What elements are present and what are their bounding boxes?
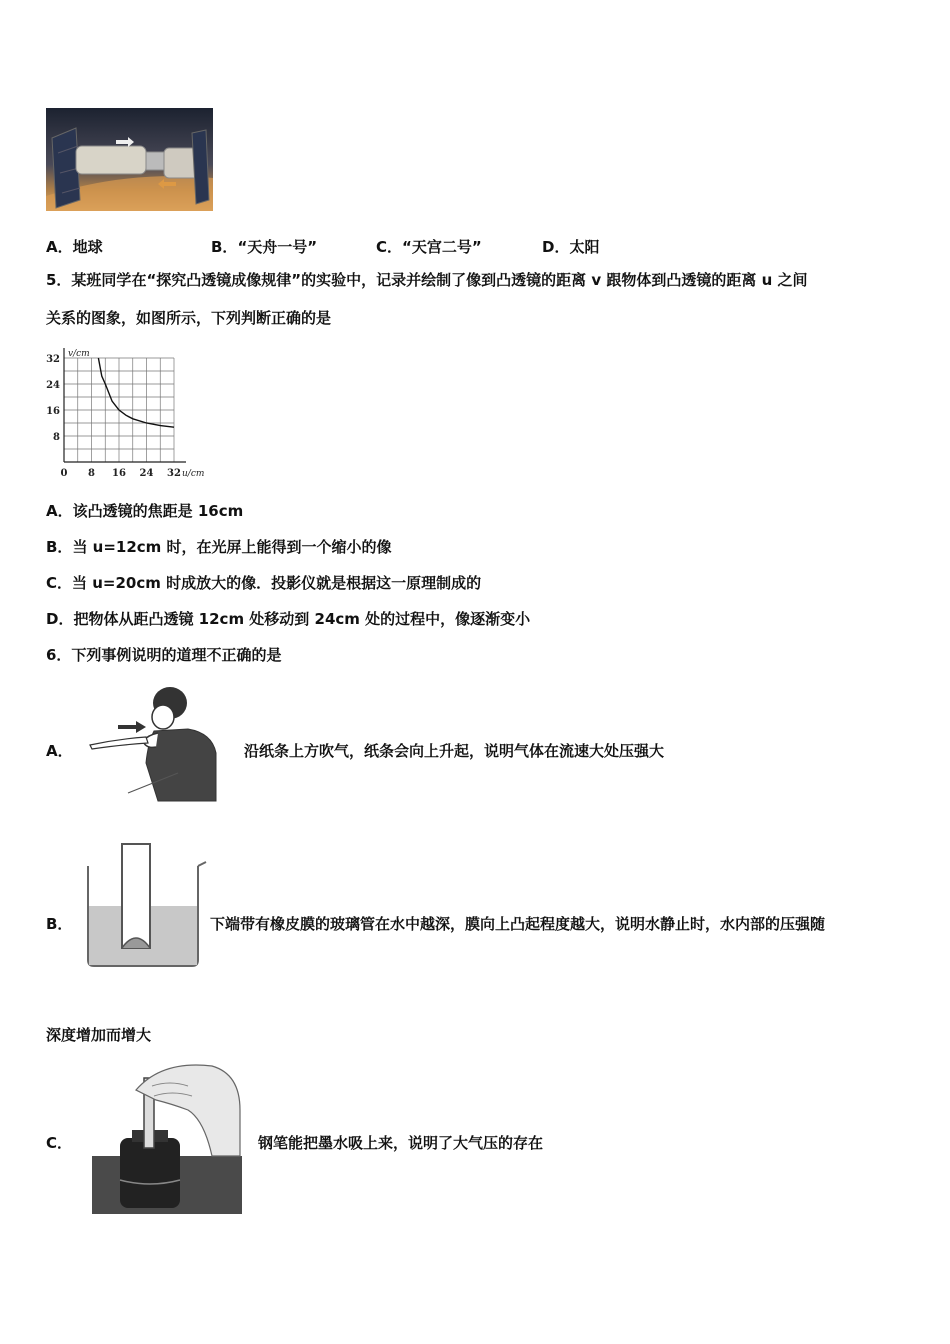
x-tick-label: 0 bbox=[60, 468, 68, 479]
option-letter: A． bbox=[46, 238, 73, 256]
option-text: 当 u=12cm 时，在光屏上能得到一个缩小的像 bbox=[72, 538, 392, 556]
series-line bbox=[98, 358, 174, 427]
q4-option-c bbox=[376, 236, 482, 257]
q4-option-b bbox=[211, 236, 317, 257]
x-tick-label: 8 bbox=[88, 468, 95, 479]
option-letter: B． bbox=[46, 538, 73, 556]
q6-option-b-letter: B． bbox=[46, 915, 73, 933]
q4-option-a bbox=[46, 236, 103, 257]
v-u-graph bbox=[40, 338, 220, 483]
x-tick-label: 32 bbox=[167, 468, 181, 479]
y-axis-label: v/cm bbox=[68, 349, 90, 359]
y-tick-label: 16 bbox=[46, 406, 60, 417]
beaker-tube-image bbox=[84, 840, 208, 970]
x-tick-label: 24 bbox=[139, 468, 154, 479]
fountain-pen-ink-image bbox=[92, 1060, 242, 1214]
option-text: 把物体从距凸透镜 12cm 处移动到 24cm 处的过程中，像逐渐变小 bbox=[73, 610, 531, 628]
option-text: “天宫二号” bbox=[402, 238, 482, 256]
q5-stem-line1: 5．某班同学在“探究凸透镜成像规律”的实验中，记录并绘制了像到凸透镜的距离 v 跟物体到凸透镜的距离 u 之间 bbox=[46, 271, 808, 289]
option-text: “天舟一号” bbox=[237, 238, 318, 256]
blowing-paper-image bbox=[88, 683, 220, 803]
q4-option-d bbox=[542, 236, 599, 257]
y-tick-label: 24 bbox=[46, 380, 60, 391]
q5-option-a bbox=[46, 500, 243, 521]
option-text: 当 u=20cm 时成放大的像．投影仪就是根据这一原理制成的 bbox=[72, 574, 482, 592]
option-text: 地球 bbox=[72, 238, 103, 256]
q6-option-b-text-cont: 深度增加而增大 bbox=[46, 1026, 152, 1044]
space-station-image bbox=[46, 108, 213, 211]
option-letter: C． bbox=[376, 238, 403, 256]
y-tick-label: 32 bbox=[46, 354, 60, 365]
q5-option-d bbox=[46, 608, 530, 629]
x-tick-label: 16 bbox=[112, 468, 126, 479]
q6-stem: 6．下列事例说明的道理不正确的是 bbox=[46, 646, 282, 664]
q5-option-c bbox=[46, 572, 481, 593]
option-letter: D． bbox=[542, 238, 570, 256]
option-letter: C． bbox=[46, 574, 73, 592]
q5-option-b bbox=[46, 536, 392, 557]
q6-option-c-letter: C． bbox=[46, 1134, 73, 1152]
q6-option-b-text: 下端带有橡皮膜的玻璃管在水中越深，膜向上凸起程度越大，说明水静止时，水内部的压强随 bbox=[210, 915, 826, 933]
x-axis-label: u/cm bbox=[182, 469, 205, 479]
q5-stem-line2: 关系的图象，如图所示，下列判断正确的是 bbox=[46, 309, 332, 327]
q6-option-a-text: 沿纸条上方吹气，纸条会向上升起，说明气体在流速大处压强大 bbox=[244, 742, 665, 760]
q6-option-a-letter: A． bbox=[46, 742, 73, 760]
y-tick-label: 8 bbox=[53, 432, 60, 443]
option-letter: D． bbox=[46, 610, 74, 628]
option-letter: A． bbox=[46, 502, 73, 520]
option-text: 该凸透镜的焦距是 16cm bbox=[72, 502, 244, 520]
option-letter: B． bbox=[211, 238, 238, 256]
q6-option-c-text: 钢笔能把墨水吸上来，说明了大气压的存在 bbox=[258, 1134, 544, 1152]
option-text: 太阳 bbox=[569, 238, 600, 256]
